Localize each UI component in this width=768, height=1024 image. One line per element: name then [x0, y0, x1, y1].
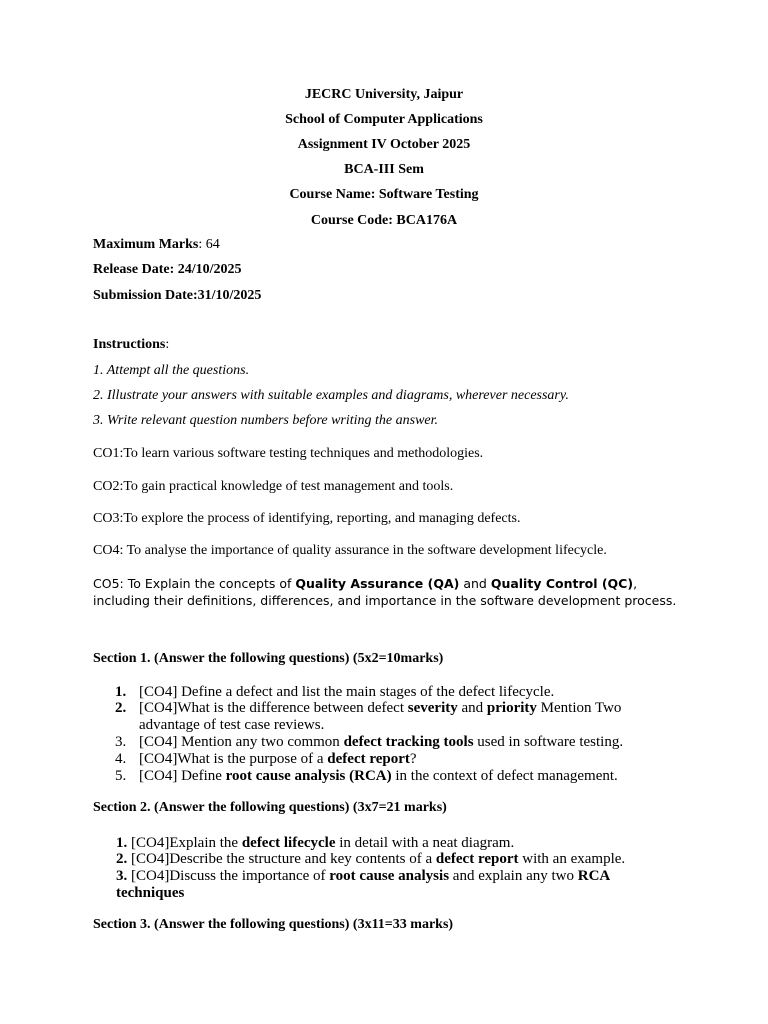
list-item [0, 734, 768, 751]
question-keyword: priority [486, 700, 537, 716]
question-text [139, 734, 623, 751]
question-part: ? [409, 751, 417, 767]
instruction-item: 2. Illustrate your answers with suitable examples and diagrams, wherever necessary. [93, 388, 569, 403]
maximum-marks-label: Maximum Marks [93, 237, 199, 252]
question-part: [CO4]Explain the [127, 835, 242, 851]
question-text [139, 751, 417, 768]
section3-title: Section 3. (Answer the following questions) (3x11=33 marks) [93, 917, 454, 932]
question-part: with an example. [518, 851, 626, 867]
list-item [0, 768, 768, 785]
list-item [0, 700, 768, 734]
question-part: in detail with a neat diagram. [335, 835, 515, 851]
submission-date: Submission Date:31/10/2025 [93, 288, 262, 303]
section1-title: Section 1. (Answer the following questions) (5x2=10marks) [93, 651, 444, 666]
question-part: Mention Two advantage of test case reviews. [139, 700, 622, 733]
instructions-label: Instructions [93, 337, 166, 352]
question-keyword: root cause analysis [329, 868, 450, 884]
question-keyword: defect tracking tools [343, 734, 474, 750]
university-name: JECRC University, Jaipur [304, 87, 464, 102]
question-number: 3. [116, 868, 128, 884]
question-part: and [457, 700, 487, 716]
question-part: and explain any two [449, 868, 578, 884]
list-item [116, 851, 625, 868]
question-number: 5. [115, 768, 127, 784]
course-outcome-co2: CO2:To gain practical knowledge of test management and tools. [93, 479, 454, 494]
question-part: [CO4] Define a defect and list the main stages of the defect lifecycle. [139, 684, 555, 700]
list-item [0, 751, 768, 768]
question-keyword: root cause analysis (RCA) [225, 768, 392, 784]
co5-text: and [459, 576, 491, 591]
question-text [139, 684, 554, 701]
co5-text: CO5: To Explain the concepts of [93, 576, 296, 591]
question-number: 2. [115, 700, 127, 716]
course-code: Course Code: BCA176A [310, 213, 458, 228]
question-number: 1. [115, 684, 127, 700]
question-text [139, 768, 618, 785]
release-date: Release Date: 24/10/2025 [93, 262, 242, 277]
question-keyword: defect lifecycle [241, 835, 336, 851]
course-name: Course Name: Software Testing [289, 187, 479, 202]
question-keyword: defect report [435, 851, 519, 867]
co5-bold: Quality Control (QC) [490, 576, 634, 591]
question-part: used in software testing. [473, 734, 624, 750]
instructions-heading [93, 337, 169, 353]
question-part: [CO4] Define [139, 768, 226, 784]
instruction-item: 3. Write relevant question numbers before writing the answer. [93, 413, 439, 428]
course-outcome-co5 [93, 575, 683, 609]
question-part: [CO4]Describe the structure and key contents of a [127, 851, 436, 867]
question-keyword: RCA techniques [116, 868, 610, 901]
instruction-item: 1. Attempt all the questions. [93, 363, 250, 378]
semester: BCA-III Sem [344, 162, 424, 177]
question-keyword: severity [407, 700, 458, 716]
list-item [0, 684, 768, 701]
question-number: 4. [115, 751, 127, 767]
question-keyword: defect report [327, 751, 410, 767]
question-part: [CO4]What is the purpose of a [139, 751, 328, 767]
course-outcome-co3: CO3:To explore the process of identifying, reporting, and managing defects. [93, 511, 521, 526]
course-outcome-co1: CO1:To learn various software testing techniques and methodologies. [93, 446, 484, 461]
question-number: 3. [115, 734, 127, 750]
maximum-marks-value: : 64 [198, 237, 220, 252]
maximum-marks [93, 237, 220, 253]
co5-text: , including their definitions, differences, and importance in the software development process. [93, 576, 677, 608]
question-part: [CO4]What is the difference between defect [139, 700, 408, 716]
school-name: School of Computer Applications [285, 112, 483, 127]
co5-bold: Quality Assurance (QA) [295, 576, 460, 591]
list-item [116, 868, 636, 902]
question-text [139, 700, 679, 734]
question-part: [CO4] Mention any two common [139, 734, 344, 750]
section2-title: Section 2. (Answer the following questions) (3x7=21 marks) [93, 800, 447, 815]
list-item [116, 835, 514, 852]
question-part: [CO4]Discuss the importance of [127, 868, 330, 884]
question-number: 2. [116, 851, 128, 867]
instructions-colon: : [165, 337, 170, 352]
question-number: 1. [116, 835, 128, 851]
assignment-title: Assignment IV October 2025 [297, 137, 471, 152]
question-part: in the context of defect management. [391, 768, 618, 784]
course-outcome-co4: CO4: To analyse the importance of quality assurance in the software development lifecycle. [93, 543, 607, 558]
